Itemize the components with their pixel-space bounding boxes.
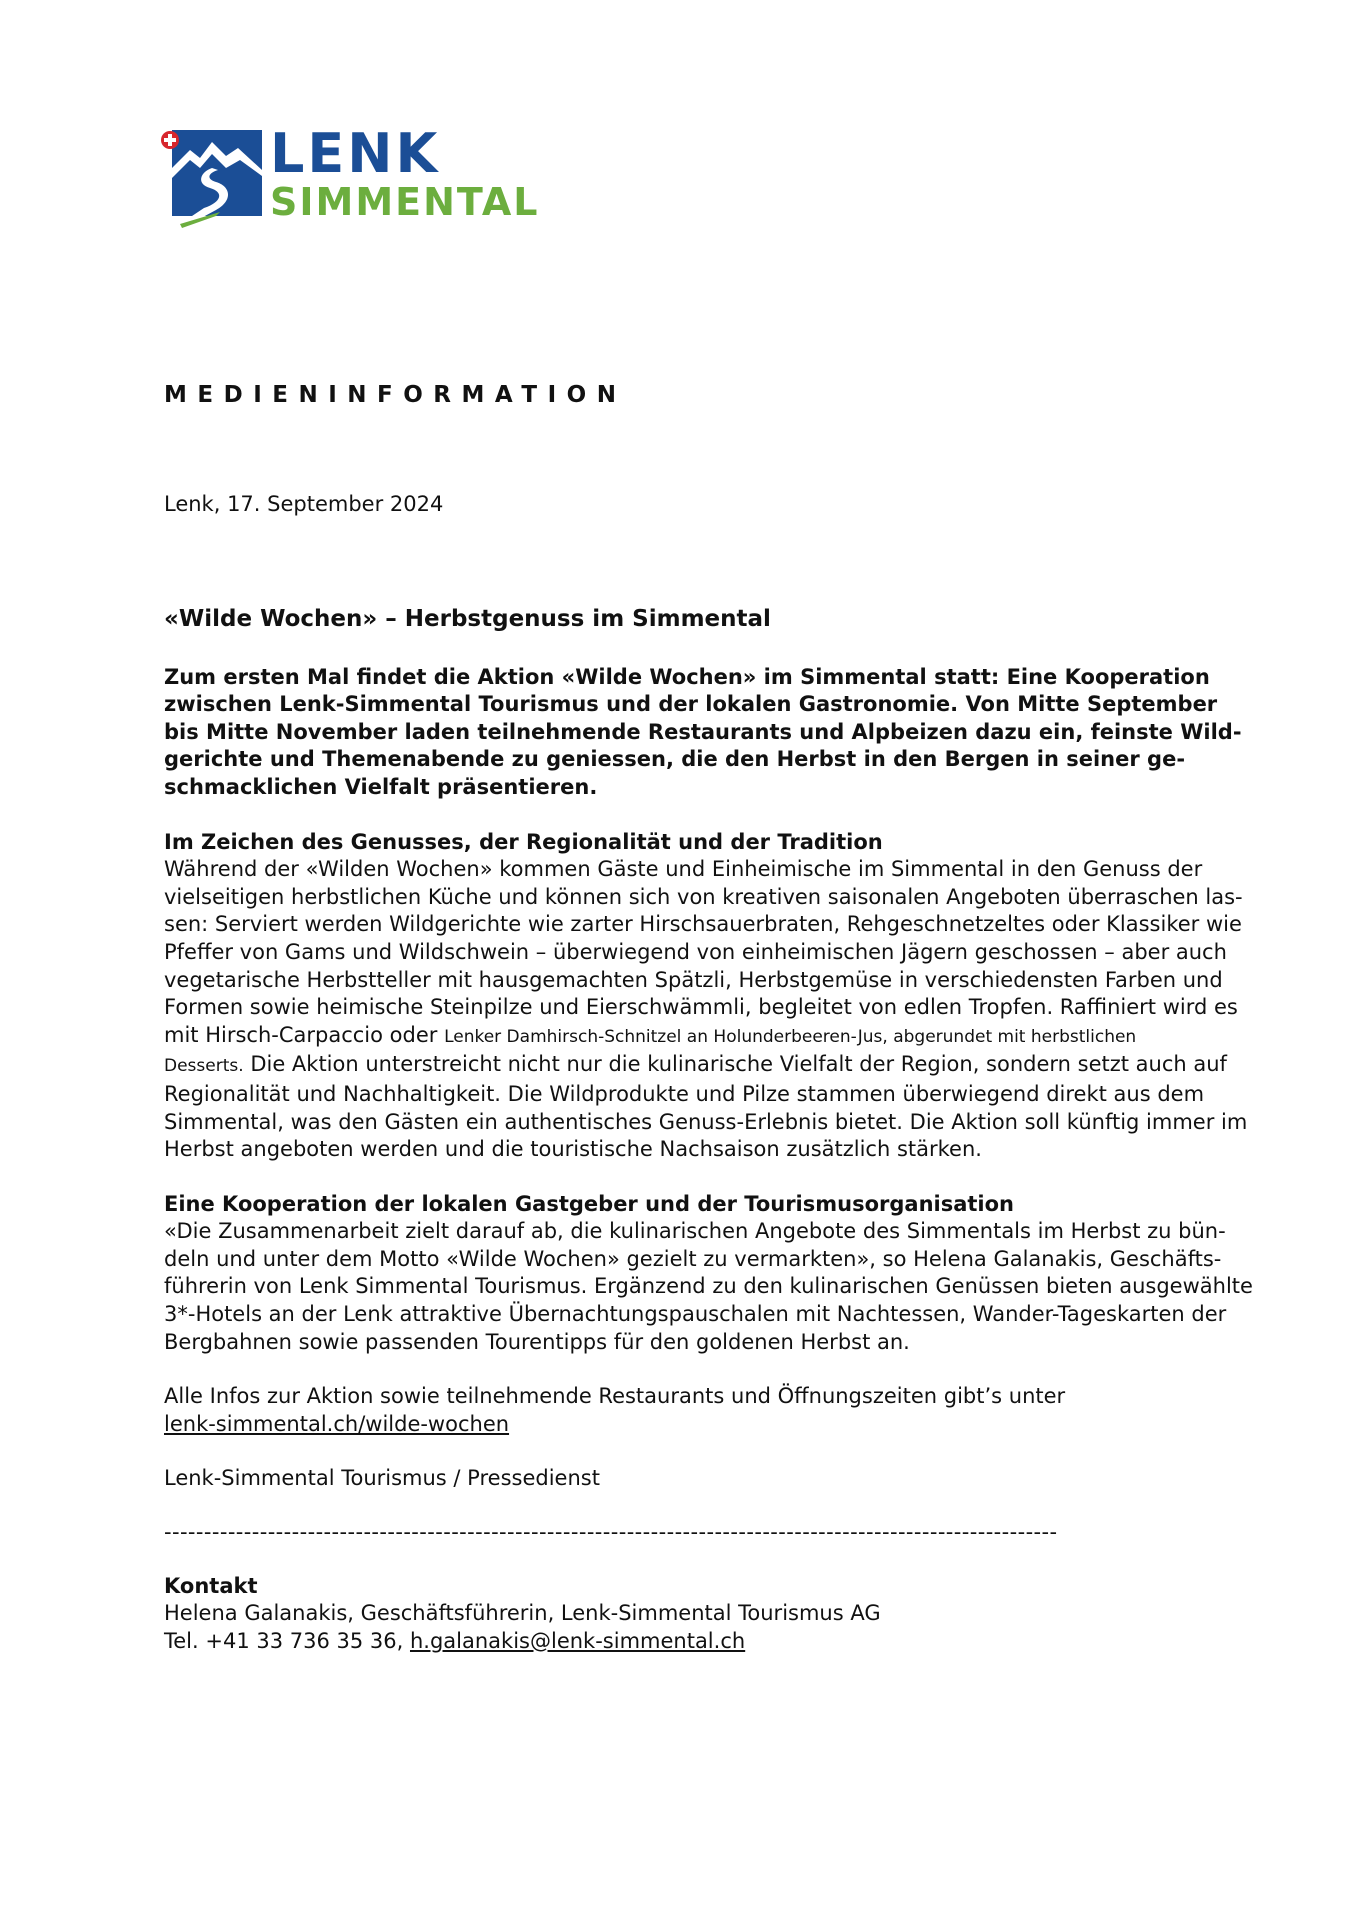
page-title: «Wilde Wochen» – Herbstgenuss im Simmental: [164, 606, 771, 632]
paragraph-line: Simmental, was den Gästen ein authentisches Genuss-Erlebnis bietet. Die Aktion soll künftig immer im: [164, 1109, 1248, 1134]
paragraph-line: Herbst angeboten werden und die touristische Nachsaison zusätzlich stärken.: [164, 1137, 982, 1162]
contact-phone: Tel. +41 33 736 35 36,: [164, 1628, 410, 1653]
paragraph-line: sen: Serviert werden Wildgerichte wie zarter Hirschsauerbraten, Rehgeschnetzeltes oder Klassiker wie: [164, 912, 1242, 937]
divider: ----------------------------------------------------------------------------------------------------------------: [164, 1520, 1058, 1545]
press-release-body: [164, 606, 1253, 1655]
section-paragraph: [164, 856, 1248, 1164]
paragraph-line: Formen sowie heimische Steinpilze und Eierschwämmli, begleitet von edlen Tropfen. Raffiniert wird es: [164, 995, 1238, 1020]
paragraph-line: vielseitigen herbstlichen Küche und können sich von kreativen saisonalen Angeboten überraschen las-: [164, 884, 1243, 909]
paragraph-line: [164, 1051, 1227, 1081]
section-heading: Im Zeichen des Genusses, der Regionalität und der Tradition: [164, 829, 883, 854]
paragraph-line: deln und unter dem Motto «Wilde Wochen» gezielt zu vermarkten», so Helena Galanakis, Geschäfts-: [164, 1246, 1222, 1271]
logo-line-simmental: SIMMENTAL: [270, 180, 540, 224]
dateline: Lenk, 17. September 2024: [164, 492, 444, 516]
wilde-wochen-link[interactable]: lenk-simmental.ch/wilde-wochen: [164, 1411, 510, 1436]
line-text: Die Aktion unterstreicht nicht nur die kulinarische Vielfalt der Region, sondern setzt auch auf: [243, 1052, 1227, 1077]
lead-line: bis Mitte November laden teilnehmende Restaurants und Alpbeizen dazu ein, feinste Wild-: [164, 719, 1242, 744]
section-heading: Eine Kooperation der lokalen Gastgeber und der Tourismusorganisation: [164, 1191, 1015, 1216]
contact-name: Helena Galanakis, Geschäftsführerin, Lenk-Simmental Tourismus AG: [164, 1601, 881, 1626]
lenk-simmental-logo: [160, 122, 540, 238]
mountain-logo-icon: [160, 128, 270, 238]
lead-line: Zum ersten Mal findet die Aktion «Wilde Wochen» im Simmental statt: Eine Kooperation: [164, 664, 1210, 689]
paragraph-line: Während der «Wilden Wochen» kommen Gäste und Einheimische im Simmental in den Genuss der: [164, 857, 1203, 882]
lead-line: schmacklichen Vielfalt präsentieren.: [164, 774, 598, 799]
lead-paragraph: [164, 664, 1242, 802]
paragraph-line: vegetarische Herbstteller mit hausgemachten Spätzli, Herbstgemüse in verschiedensten Farben und: [164, 967, 1223, 992]
infos-link-line: [164, 1411, 1214, 1439]
contact-heading: Kontakt: [164, 1573, 258, 1598]
paragraph-line: «Die Zusammenarbeit zielt darauf ab, die kulinarischen Angebote des Simmentals im Herbst zu bün-: [164, 1219, 1226, 1244]
lead-line: zwischen Lenk-Simmental Tourismus und der lokalen Gastronomie. Von Mitte September: [164, 692, 1218, 717]
section-paragraph: [164, 1218, 1253, 1356]
line-text-small: Lenker Damhirsch-Schnitzel an Holunderbeeren-Jus, abgerundet mit herbstlichen: [444, 1026, 1137, 1047]
paragraph-line: 3*-Hotels an der Lenk attraktive Übernachtungspauschalen mit Nachtessen, Wander-Tageskarten der: [164, 1302, 1227, 1327]
infos-text: Alle Infos zur Aktion sowie teilnehmende Restaurants und Öffnungszeiten gibt’s unter: [164, 1384, 1066, 1409]
contact-phone-email: [164, 1628, 1214, 1656]
logo-line-lenk: LENK: [270, 122, 441, 185]
lead-line: gerichte und Themenabende zu geniessen, die den Herbst in den Bergen in seiner ge-: [164, 747, 1186, 772]
paragraph-line: führerin von Lenk Simmental Tourismus. Ergänzend zu den kulinarischen Genüssen bieten ausgewählte: [164, 1274, 1253, 1299]
infos-paragraph: [164, 1383, 1214, 1438]
paragraph-line: [164, 1022, 1214, 1052]
contact-email-link[interactable]: h.galanakis@lenk-simmental.ch: [409, 1628, 746, 1653]
document-label: MEDIENINFORMATION: [164, 382, 627, 408]
line-text: mit Hirsch-Carpaccio oder: [164, 1022, 445, 1047]
paragraph-line: Bergbahnen sowie passenden Tourentipps für den goldenen Herbst an.: [164, 1329, 910, 1354]
paragraph-line: Regionalität und Nachhaltigkeit. Die Wildprodukte und Pilze stammen überwiegend direkt aus dem: [164, 1081, 1205, 1106]
paragraph-line: Pfeffer von Gams und Wildschwein – überwiegend von einheimischen Jägern geschossen – aber auch: [164, 939, 1227, 964]
signoff: Lenk-Simmental Tourismus / Pressedienst: [164, 1466, 600, 1491]
line-text-small: Desserts.: [164, 1056, 244, 1077]
